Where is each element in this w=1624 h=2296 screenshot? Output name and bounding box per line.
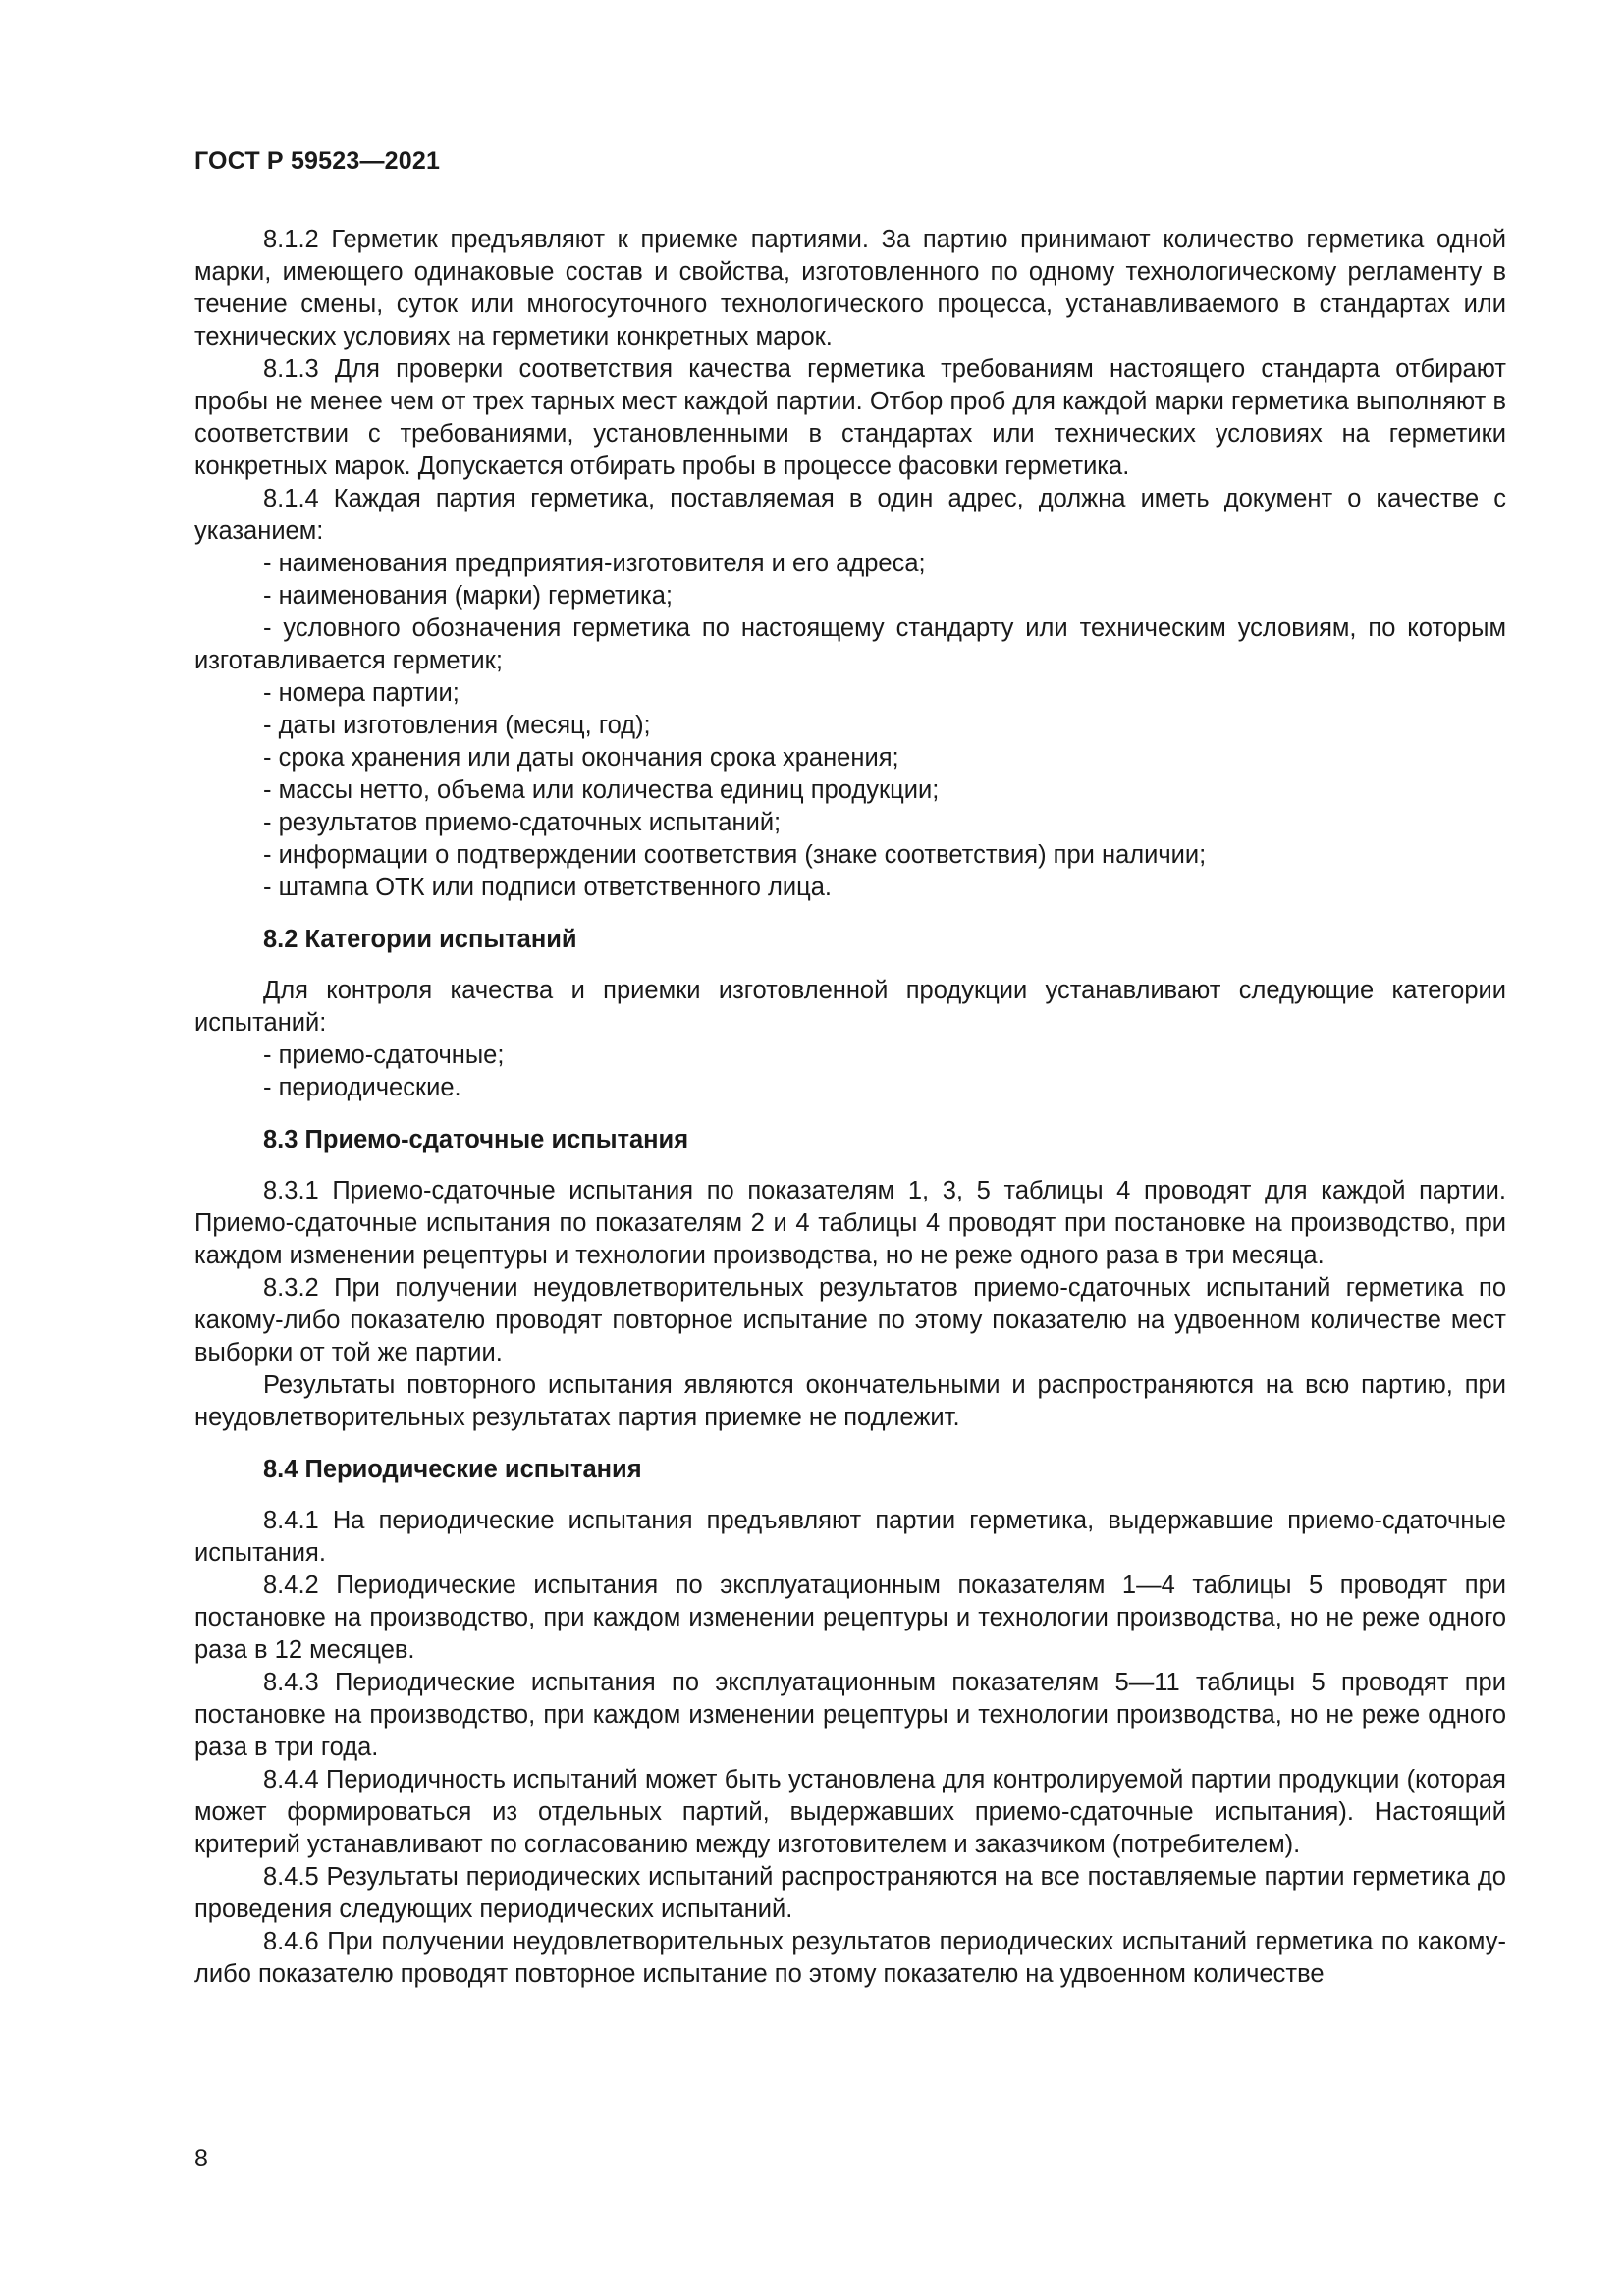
paragraph-8-4-3: 8.4.3 Периодические испытания по эксплуатационным показателям 5—11 таблицы 5 проводят при постановке на производство, при каждом изменении рецептуры и технологии производства, но не реже одного раза в три года.	[194, 1669, 1506, 1761]
list-item: - приемо-сдаточные;	[263, 1041, 505, 1069]
paragraph-8-1-2: 8.1.2 Герметик предъявляют к приемке партиями. За партию принимают количество герметика одной марки, имеющего одинаковые состав и свойства, изготовленного по одному технологическому регламенту в течение смены, суток или многосуточного технологического процесса, устанавливаемого в стандартах или технических условиях на герметики конкретных марок.	[194, 226, 1506, 350]
paragraph-8-4-1: 8.4.1 На периодические испытания предъявляют партии герметика, выдержавшие приемо-сдаточные испытания.	[194, 1507, 1506, 1567]
list-item: - даты изготовления (месяц, год);	[263, 712, 651, 739]
paragraph-8-1-3: 8.1.3 Для проверки соответствия качества герметика требованиям настоящего стандарта отбирают пробы не менее чем от трех тарных мест каждой партии. Отбор проб для каждой марки герметика выполняют в соответствии с требованиями, установленными в стандартах или технических условиях на герметики конкретных марок. Допускается отбирать пробы в процессе фасовки герметика.	[194, 355, 1506, 480]
list-item: - массы нетто, объема или количества единиц продукции;	[263, 776, 940, 804]
page-number: 8	[194, 2145, 208, 2172]
list-item: - информации о подтверждении соответствия (знаке соответствия) при наличии;	[263, 841, 1207, 869]
paragraph-8-3-2-continued: Результаты повторного испытания являются окончательными и распространяются на всю партию, при неудовлетворительных результатах партия приемке не подлежит.	[194, 1371, 1506, 1431]
list-item: - условного обозначения герметика по настоящему стандарту или техническим условиям, по которым изготавливается герметик;	[194, 614, 1506, 674]
paragraph-8-1-4: 8.1.4 Каждая партия герметика, поставляемая в один адрес, должна иметь документ о качестве с указанием:	[194, 485, 1506, 545]
list-item: - номера партии;	[263, 679, 460, 707]
list-item: - наименования предприятия-изготовителя и его адреса;	[263, 550, 926, 577]
section-heading-8-4: 8.4 Периодические испытания	[263, 1456, 642, 1483]
section-heading-8-3: 8.3 Приемо-сдаточные испытания	[263, 1126, 689, 1153]
list-item: - срока хранения или даты окончания срока хранения;	[263, 744, 899, 772]
paragraph-8-3-1: 8.3.1 Приемо-сдаточные испытания по показателям 1, 3, 5 таблицы 4 проводят для каждой партии. Приемо-сдаточные испытания по показателям 2 и 4 таблицы 4 проводят при постановке на производство, при каждом изменении рецептуры и технологии производства, но не реже одного раза в три месяца.	[194, 1177, 1506, 1269]
section-heading-8-2: 8.2 Категории испытаний	[263, 926, 577, 953]
paragraph-8-4-5: 8.4.5 Результаты периодических испытаний распространяются на все поставляемые партии герметика до проведения следующих периодических испытаний.	[194, 1863, 1506, 1923]
document-body	[194, 224, 1506, 1991]
paragraph-8-4-6: 8.4.6 При получении неудовлетворительных результатов периодических испытаний герметика по какому-либо показателю проводят повторное испытание по этому показателю на удвоенном количестве	[194, 1928, 1506, 1988]
document-code-header: ГОСТ Р 59523—2021	[194, 147, 441, 175]
paragraph-8-4-4: 8.4.4 Периодичность испытаний может быть установлена для контролируемой партии продукции (которая может формироваться из отдельных партий, выдержавших приемо-сдаточные испытания). Настоящий критерий устанавливают по согласованию между изготовителем и заказчиком (потребителем).	[194, 1766, 1506, 1858]
paragraph-8-3-2: 8.3.2 При получении неудовлетворительных результатов приемо-сдаточных испытаний герметика по какому-либо показателю проводят повторное испытание по этому показателю на удвоенном количестве мест выборки от той же партии.	[194, 1274, 1506, 1366]
list-item: - штампа ОТК или подписи ответственного лица.	[263, 874, 832, 901]
paragraph-8-2: Для контроля качества и приемки изготовленной продукции устанавливают следующие категории испытаний:	[194, 977, 1506, 1037]
paragraph-8-4-2: 8.4.2 Периодические испытания по эксплуатационным показателям 1—4 таблицы 5 проводят при постановке на производство, при каждом изменении рецептуры и технологии производства, но не реже одного раза в 12 месяцев.	[194, 1572, 1506, 1664]
list-item: - наименования (марки) герметика;	[263, 582, 673, 610]
list-item: - периодические.	[263, 1074, 461, 1101]
list-item: - результатов приемо-сдаточных испытаний;	[263, 809, 782, 836]
